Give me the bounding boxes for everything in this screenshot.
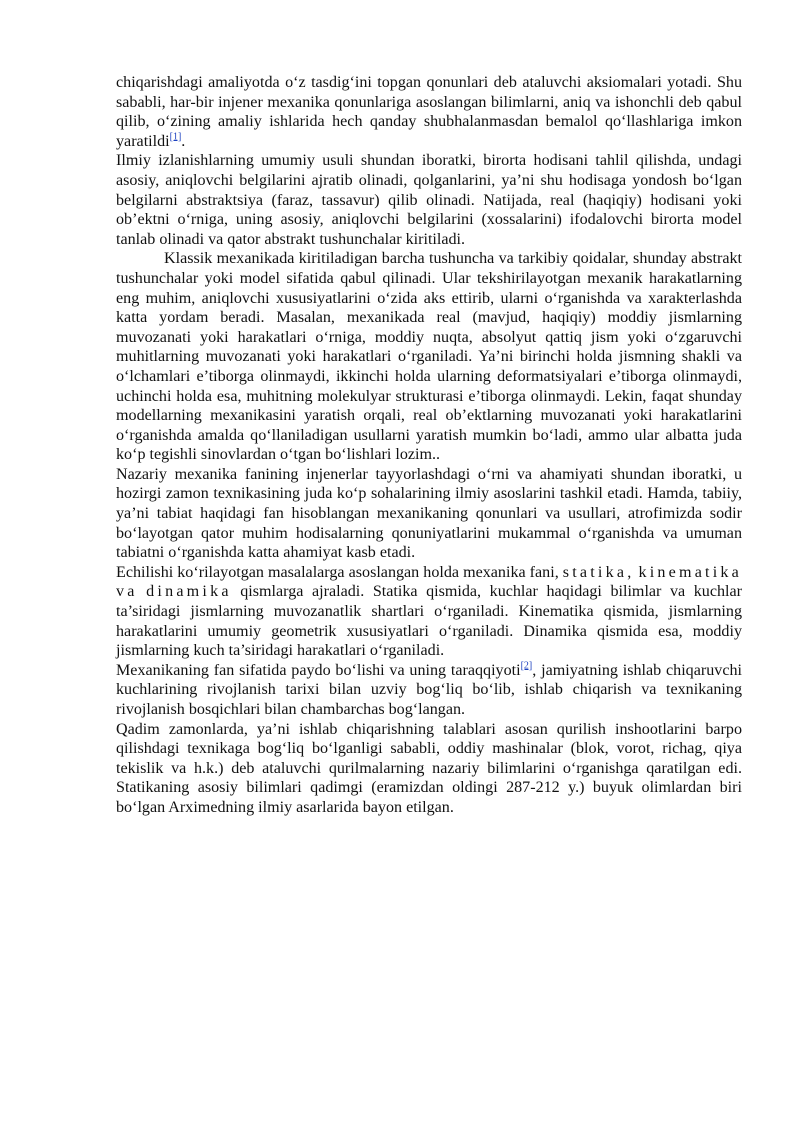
term-va: va: [116, 583, 138, 601]
paragraph-3: Klassik mexanikada kiritiladigan barcha tushuncha va tarkibiy qoidalar, shunday abstrakt tushunchalar yoki model sifatida qabul qilinadi. Ular tekshirilayotgan mexanik harakatlarning eng muhim, aniqlovchi xususiyatlarini o‘zida aks ettirib, ularni o‘rganishda va xarakterlashda katta yordam beradi. Masalan, mexanikada real (mavjud, haqiqiy) moddiy jismlarning muvozanati yoki harakatlari o‘rniga, moddiy nuqta, absolyut qattiq jism yoki o‘zgaruvchi muhitlarning muvozanati yoki harakatlari o‘rganiladi. Ya’ni birinchi holda jismning shakli va o‘lchamlari e’tiborga olinmaydi, ikkinchi holda ularning deformatsiyalari e’tiborga olinmaydi, uchinchi holda esa, muhitning molekulyar strukturasi e’tiborga olinmaydi. Lekin, faqat shunday modellarning mexanikasini yaratish orqali, real ob’ektlarning muvozanati yoki harakatlarini o‘rganishda amalda qo‘llaniladigan usullarni yaratish mumkin bo‘ladi, ammo ular albatta juda ko‘p tegishli sinovlardan o‘tgan bo‘lishlari lozim..: [116, 250, 742, 464]
paragraph-5-rest: qismlarga ajraladi. Statika qismida, kuchlar haqidagi bilimlar va kuchlar ta’siridagi jismlarning muvozanatlik shartlari o‘rganiladi. Kinematika qismida, jismlarning harakatlarini umumiy geometrik xususiyatlari o‘rganiladi. Dinamika qismida esa, moddiy jismlarning kuch ta’siridagi harakatlari o‘rganiladi.: [116, 583, 743, 660]
paragraph-5-intro: Echilishi ko‘rilayotgan masalalarga asoslangan holda mexanika fani,: [116, 563, 559, 581]
paragraph-7: Qadim zamonlarda, ya’ni ishlab chiqarishning talablari asosan qurilish inshootlarini barpo qilishdagi texnikaga bog‘liq bo‘lganligi sababli, oddiy mashinalar (blok, vorot, richag, qiya tekislik va h.k.) deb ataluvchi qurilmalarning nazariy bilimlarini o‘rganishga qaratilgan edi. Statikaning asosiy bilimlari qadimgi (eramizdan oldingi 287-212 y.) buyuk olimlardan biri bo‘lgan Arximedning ilmiy asarlarida bayon etilgan.: [116, 720, 742, 816]
paragraph-1-end: .: [181, 132, 186, 150]
term-dinamika: dinamika: [146, 583, 232, 601]
paragraph-6-rest: , jamiyatning ishlab chiqaruvchi kuchlarining rivojlanish tarixi bilan uzviy bog‘liq bo‘lib, ishlab chiqarish va texnikaning rivojlanish bosqichlari bilan chambarchas bog‘langan.: [116, 661, 742, 718]
paragraph-1-text: chiqarishdagi amaliyotda o‘z tasdig‘ini topgan qonunlari deb ataluvchi aksiomalari yotadi. Shu sababli, har-bir injener mexanika qonunlariga asoslangan bilimlarni, aniq va ishonchli deb qabul qilib, o‘zining amaliy ishlarida hech qanday shubhalanmasdan bemalol qo‘llashlariga imkon yaratildi: [116, 74, 742, 150]
paragraph-4: Nazariy mexanika fanining injenerlar tayyorlashdagi o‘rni va ahamiyati shundan iboratki, u hozirgi zamon texnikasining juda ko‘p sohalarining ilmiy asoslarini tashkil etadi. Hamda, tabiiy, ya’ni tabiat haqidagi fan hisoblangan mexanikaning qonunlari va usullari, atrofimizda sodir bo‘layotgan qator muhim hodisalarning qonuniyatlarini mukammal o‘rganishda va umuman tabiatni o‘rganishda katta ahamiyat kasb etadi.: [116, 465, 742, 562]
term-statika: statika,: [562, 563, 635, 581]
footnote-link-2[interactable]: [2]: [520, 660, 533, 672]
paragraph-1: [116, 73, 742, 151]
document-page: [116, 73, 742, 818]
term-kinematika: kinematika: [638, 563, 742, 581]
paragraph-2: Ilmiy izlanishlarning umumiy usuli shundan iboratki, birorta hodisani tahlil qilishda, undagi asosiy, aniqlovchi belgilarini ajratib olinadi, qolganlarini, ya’ni shu hodisaga yondosh bo‘lgan belgilarni abstraktsiya (faraz, tassavur) qilib olinadi. Natijada, real (haqiqiy) hodisani yoki ob’ektni o‘rniga, uning asosiy, aniqlovchi belgilarini (xossalarini) ifodalovchi birorta model tanlab olinadi va qator abstrakt tushunchalar kiritiladi.: [116, 152, 742, 248]
paragraph-6-text: Mexanikaning fan sifatida paydo bo‘lishi va uning taraqqiyoti: [116, 661, 521, 679]
footnote-link-1[interactable]: [1]: [169, 131, 182, 143]
paragraph-5: [116, 563, 742, 661]
paragraph-6: [116, 661, 742, 720]
